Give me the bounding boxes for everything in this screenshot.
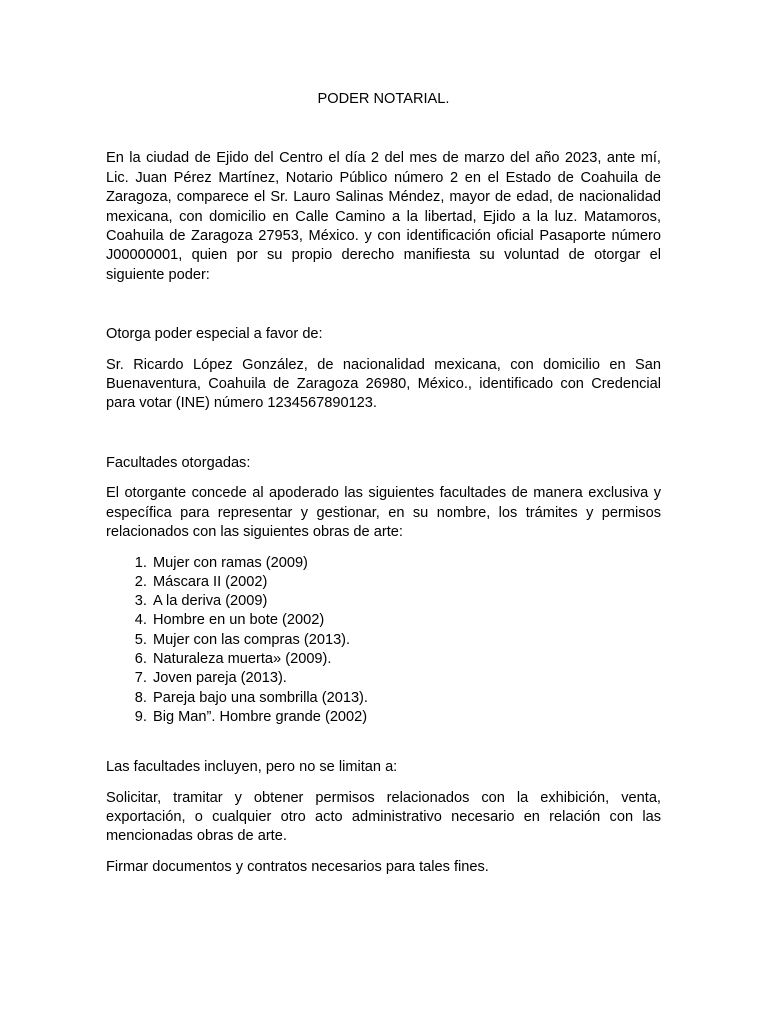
- artworks-list: [106, 554, 661, 728]
- grantee-paragraph: Sr. Ricardo López González, de nacionalidad mexicana, con domicilio en San Buenaventura, Coahuila de Zaragoza 26980, México., identificado con Credencial para votar (INE) número 1234567890123.: [106, 356, 661, 412]
- grant-heading: Otorga poder especial a favor de:: [106, 326, 323, 343]
- list-item: 4. Hombre en un bote (2002): [151, 611, 661, 630]
- list-item: 1. Mujer con ramas (2009): [151, 554, 661, 573]
- list-item: 7. Joven pareja (2013).: [151, 669, 661, 688]
- list-item: 6. Naturaleza muerta» (2009).: [151, 650, 661, 669]
- intro-paragraph: En la ciudad de Ejido del Centro el día 2 del mes de marzo del año 2023, ante mí, Lic. Juan Pérez Martínez, Notario Público número 2 en el Estado de Coahuila de Zaragoza, comparece el Sr. Lauro Salinas Méndez, mayor de edad, de nacionalidad mexicana, con domicilio en Calle Camino a la libertad, Ejido a la luz. Matamoros, Coahuila de Zaragoza 27953, México. y con identificación oficial Pasaporte número J00000001, quien por su propio derecho manifiesta su voluntad de otorgar el siguiente poder:: [106, 150, 661, 283]
- list-item: 5. Mujer con las compras (2013).: [151, 631, 661, 650]
- document-title: PODER NOTARIAL.: [317, 91, 450, 107]
- list-item: 9. Big Man”. Hombre grande (2002): [151, 708, 661, 727]
- sign-paragraph: Firmar documentos y contratos necesarios para tales fines.: [106, 858, 489, 875]
- list-item: 2. Máscara II (2002): [151, 573, 661, 592]
- powers-paragraph: El otorgante concede al apoderado las siguientes facultades de manera exclusiva y específica para representar y gestionar, en su nombre, los trámites y permisos relacionados con las siguientes obras de arte:: [106, 485, 661, 541]
- powers-heading: Facultades otorgadas:: [106, 454, 251, 471]
- includes-heading: Las facultades incluyen, pero no se limitan a:: [106, 759, 398, 776]
- includes-paragraph: Solicitar, tramitar y obtener permisos relacionados con la exhibición, venta, exportación, o cualquier otro acto administrativo necesario en relación con las mencionadas obras de arte.: [106, 789, 661, 845]
- list-item: 8. Pareja bajo una sombrilla (2013).: [151, 689, 661, 708]
- document-page: [106, 90, 661, 877]
- list-item: 3. A la deriva (2009): [151, 592, 661, 611]
